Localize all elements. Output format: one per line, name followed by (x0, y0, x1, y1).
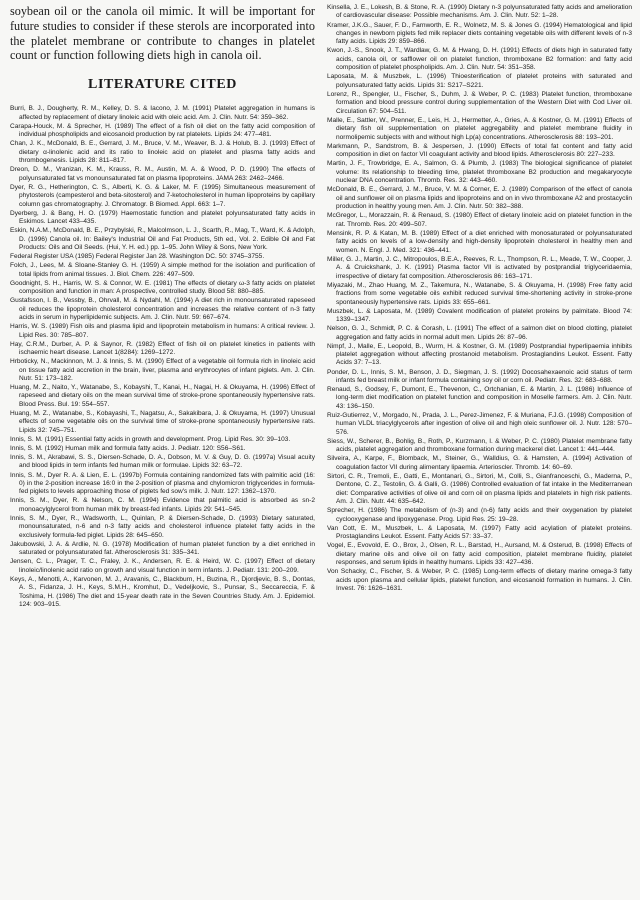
reference-entry: Kwon, J.-S., Snook, J. T., Wardlaw, G. M. & Hwang, D. H. (1991) Effects of diets high in saturated fatty acids, canola oil, or safflower oil on platelet function, thromboxane B2 formation: and fatty acid composition of platelet phospholipids. Am. J. Clin. Nutr. 54: 351–358. (327, 47, 632, 72)
reference-entry: Dyer, R. G., Hetherington, C. S., Alberti, K. G. & Laker, M. F. (1995) Simultaneous measurement of phytosterols (campesterol and beta-sitosterol) and 7-ketocholesterol in human lipoproteins by capillary column gas chromatography. J. Chromatogr. B Biomed. Appl. 663: 1–7. (10, 183, 315, 208)
reference-entry: Siess, W., Scherer, B., Bohlig, B., Roth, P., Kurzmann, I. & Weber, P. C. (1980) Platelet membrane fatty acids, platelet aggregation and thromboxane formation during mackerel diet. Lancet 1: 441–444. (327, 437, 632, 454)
reference-entry: Gustafsson, I. B., Vessby, B., Ohrvall, M. & Nydahl, M. (1994) A diet rich in monounsaturated rapeseed oil reduces the lipoprotein cholesterol concentration and increases the relative content of n-3 fatty acids in serum in hyperlipidemic subjects. Am. J. Clin. Nutr. 59: 667–674. (10, 297, 315, 321)
reference-entry: Nimpf, J., Malle, E., Leopold, B., Wurm, H. & Kostner, G. M. (1989) Postprandial hyperlipaemia inhibits platelet aggregation without affecting prostanoid metabolism. Prostaglandins Leukot. Essent. Fatty Acids 37: 7–13. (327, 342, 632, 367)
reference-entry: Miller, G. J., Martin, J. C., Mitropoulos, B.E.A., Reeves, R. L., Thompson, R. L., Meade, T. W., Cooper, J. A. & Cruickshank, J. K. (1991) Plasma factor VII is activated by postprandial triglyceridaemia, irrespective of dietary fat composition. Atherosclerosis 86: 163–171. (327, 255, 632, 280)
right-column (327, 4, 632, 900)
reference-entry: Hrboticky, N., Mackinnon, M. J. & Innis, S. M. (1990) Effect of a vegetable oil formula rich in linoleic acid on tissue fatty acid accretion in the brain, liver, plasma and erythrocytes of infant piglets. Am. J. Clin. Nutr. 51: 173–182. (10, 358, 315, 382)
reference-entry: Vogel, E., Evovold, E. O., Brox, J., Olsen, R. L., Barstad, H., Aursand, M. & Osterud, B. (1998) Effects of dietary marine oils and olive oil on fatty acid composition, platelet membrane fluidity, platelet responses, and serum lipids in healthy humans. Lipids 33: 427–436. (327, 542, 632, 567)
reference-entry: McDonald, B. E., Gerrard, J. M., Bruce, V. M. & Corner, E. J. (1989) Comparison of the effect of canola oil and sunflower oil on plasma lipids and lipoproteins and on in vivo thromboxane A2 and prostacyclin production in healthy young men. Am. J. Clin. Nutr. 50: 382–388. (327, 186, 632, 211)
reference-entry: Markmann, P., Sandstrom, B. & Jespersen, J. (1990) Effects of total fat content and fatty acid composition in diet on factor VII coagulant activity and blood lipids. Atherosclerosis 80: 227–233. (327, 142, 632, 159)
reference-entry: Van Cott, E. M., Muszbek, L. & Laposata, M. (1997) Fatty acid acylation of platelet proteins. Prostaglandins Leukot. Essent. Fatty Acids 57: 33–37. (327, 524, 632, 541)
reference-entry: Jakubowski, J. A. & Ardlie, N. G. (1978) Modification of human platelet function by a diet enriched in saturated or polyunsaturated fat. Atherosclerosis 31: 335–341. (10, 540, 315, 557)
reference-entry: Muszbek, L. & Laposata, M. (1989) Covalent modification of platelet proteins by palmitate. Blood 74: 1339–1347. (327, 307, 632, 324)
reference-entry: Huang, M. Z., Watanabe, S., Kobayashi, T., Nagatsu, A., Sakakibara, J. & Okuyama, H. (1997) Unusual effects of some vegetable oils on the survival time of stroke-prone spontaneously hypertensive rats. Lipids 32: 745–751. (10, 409, 315, 434)
reference-entry: Chan, J. K., McDonald, B. E., Gerrard, J. M., Bruce, V. M., Weaver, B. J. & Holub, B. J. (1993) Effect of dietary α-linolenic acid and its ratio to linoleic acid on platelet and plasma fatty acids and thrombogenesis. Lipids 28: 811–817. (10, 140, 315, 165)
reference-list-right (327, 4, 632, 594)
reference-entry: Folch, J., Lees, M. & Sloane-Stanley G. H. (1959) A simple method for the isolation and purification of total lipids from animal tissues. J. Biol. Chem. 226: 497–509. (10, 262, 315, 278)
reference-entry: Harris, W. S. (1989) Fish oils and plasma lipid and lipoprotein metabolism in humans: A critical review. J. Lipid Res. 30: 785–807. (10, 323, 315, 339)
reference-entry: Dreon, D. M., Vranizan, K. M., Krauss, R. M., Austin, M. A. & Wood, P. D. (1990) The effects of polyunsaturated fat vs monounsaturated fat on plasma lipoproteins. JAMA 263: 2462–2466. (10, 166, 315, 182)
reference-entry: Goodnight, S. H., Harris, W. S. & Connor, W. E. (1981) The effects of dietary ω-3 fatty acids on platelet composition and function in man: A prospective, controlled study. Blood 58: 880–885. (10, 279, 315, 296)
left-column (10, 4, 315, 900)
reference-entry: Malle, E., Sattler, W., Prenner, E., Leis, H. J., Hermetter, A., Gries, A. & Kostner, G. M. (1991) Effects of dietary fish oil supplementation on platelet aggregability and platelet membrane fluidity in normolipemic subjects with and without high Lp(a) concentrations. Atherosclerosis 88: 193–201. (327, 116, 632, 141)
reference-entry: Dyerberg, J. & Bang, H. O. (1979) Haemostatic function and platelet polyunsaturated fatty acids in Eskimos. Lancet 433–435. (10, 209, 315, 226)
reference-entry: Lorenz, R., Spengler, U., Fischer, S., Duhm, J. & Weber, P. C. (1983) Platelet function, thromboxane formation and blood pressure control during supplementation of the Western Diet with Cod Liver oil. Circulation 67: 504–511. (327, 90, 632, 115)
reference-entry: Innis, S. M. (1992) Human milk and formula fatty acids. J. Pediatr. 120: S56–S61. (10, 444, 246, 452)
reference-entry: Mensink, R. P. & Katan, M. B. (1989) Effect of a diet enriched with monosaturated or polyunsaturated fatty acids on levels of a low-density and high-density lipoprotein cholesterol in healthy men and women. N. Engl. J. Med. 321: 436–441. (327, 229, 632, 254)
reference-entry: Miyazaki, M., Zhao Huang, M. Z., Takemura, N., Watanabe, S. & Okuyama, H. (1998) Free fatty acid fractions from some vegetable oils exhibit reduced survival time-shortening activity in stroke-prone spontaneously hypertensive rats. Lipids 33: 655–661. (327, 281, 632, 306)
reference-entry: Sirtori, C. R., Tremoli, E., Gatti, E., Montanari, G., Sirtori, M., Colli, S., Gianfranceschi, G., Maderna, P., Dentone, C. Z., Testolin, G. & Galli, G. (1986) Controlled evaluation of fat intake in the Mediterranean diet: Comparative activities of olive oil and corn oil on plasma lipids and platelets in high risk patients. Am. J. Clin. Nutr. 44: 635–642. (327, 472, 632, 506)
reference-entry: Keys, A., Menotti, A., Karvonen, M. J., Aravanis, C., Blackburn, H., Buzina, R., Djordjevic, B. S., Dontas, A. S., Fidanza, J. H., Keys, S.M.H., Kromhut, D., Vedeljkovic, S., Punsar, S., Seccareccia, F. & Toshima, H. (1986) The diet and 15-year death rate in the Seven Countries Study. Am. J. Epidemiol. 124: 903–915. (10, 575, 315, 609)
intro-paragraph: soybean oil or the canola oil mimic. It will be important for future studies to consider if these sterols are incorporated into the platelet membrane or contribute to changes in platelet count or function following diets high in canola oil. (10, 4, 315, 63)
reference-entry: Ponder, D. L., Innis, S. M., Benson, J. D., Siegman, J. S. (1992) Docosahexaenoic acid status of term infants fed breast milk or infant formula containing soy oil or corn oil. Pediatr. Res. 32: 683–688. (327, 368, 632, 384)
reference-entry: Kramer, J.K.G., Sauer, F. D., Farnworth, E. R., Wolnetz, M. S. & Jones G. (1994) Hematological and lipid changes in newborn piglets fed milk replacer diets containing vegetable oils with different levels of n-3 fatty acids. Lipids 29: 859–866. (327, 21, 632, 46)
reference-entry: Innis, S. M., Dyer, R., Wadsworth, L., Quinlan, P. & Diersen-Schade, D. (1993) Dietary saturated, monounsaturated, n-6 and n-3 fatty acids and cholesterol influence platelet fatty acids in the exclusively formula-fed piglet. Lipids 28: 645–650. (10, 514, 315, 539)
reference-entry: Innis, S. M., Akrabawi, S. S., Diersen-Schade, D. A., Dobson, M. V. & Guy, D. G. (1997a) Visual acuity and blood lipids in term infants fed human milk or formulae. Lipids 32: 63–72. (10, 454, 315, 470)
reference-entry: Hay, C.R.M., Durber, A. P. & Saynor, R. (1982) Effect of fish oil on platelet kinetics in patients with ischaemic heart disease. Lancet 1(8284): 1269–1272. (10, 340, 315, 356)
reference-entry: Renaud, S., Godsey, F., Dumont, E., Thevenon, C., Ortchanian, E. & Martin, J. L. (1986) Influence of long-term diet modification on platelet function and composition in Moselle farmers. Am. J. Clin. Nutr. 43: 136–150. (327, 386, 632, 410)
reference-entry: Laposata, M. & Muszbek, L. (1996) Thioesterification of platelet proteins with saturated and polyunsaturated fatty acids. Lipids 31: S217–S221. (327, 73, 632, 89)
reference-entry: Huang, M. Z., Naito, Y., Watanabe, S., Kobayshi, T., Kanai, H., Nagai, H. & Okuyama, H. (1996) Effect of rapeseed and dietary oils on the mean survival time of stroke-prone spontaneously hypertensive rats. Blood Press. Bul. 19: 554–557. (10, 384, 315, 408)
reference-entry: Kinsella, J. E., Lokesh, B. & Stone, R. A. (1990) Dietary n-3 polyunsaturated fatty acids and amelioration of cardiovascular disease: Possible mechanisms. Am. J. Clin. Nutr. 52: 1–28. (327, 4, 632, 20)
reference-entry: Federal Register USA (1985) Federal Register Jan 28. Washington DC. 50: 3745–3755. (10, 253, 265, 261)
reference-entry: Innis, S. M., Dyer R. A. & Lien, E. L. (1997b) Formula containing randomized fats with palmitic acid (16: 0) in the 2-position increase 16:0 in the 2-position of plasma and chylomicron triglycerides in formula-fed piglets to levels approaching those of piglets fed sow's milk. J. Nutr. 127: 1362–1370. (10, 471, 315, 496)
reference-entry: Von Schacky, C., Fischer, S. & Weber, P. C. (1985) Long-term effects of dietary marine omega-3 fatty acids upon plasma and cellular lipids, platelet function, and eicosanoid formation in humans. J. Clin. Invest. 76: 1626–1631. (327, 568, 632, 593)
section-heading: LITERATURE CITED (88, 77, 237, 93)
reference-entry: Burri, B. J., Dougherty, R. M., Kelley, D. S. & Iacono, J. M. (1991) Platelet aggregation in humans is affected by replacement of dietary linoleic acid with oleic acid. Am. J. Clin. Nutr. 54: 359–362. (10, 105, 315, 121)
reference-entry: Martin, J. F., Trowbridge, E. A., Salmon, G. & Plumb, J. (1983) The biological significance of platelet volume: Its relationship to bleeding time, platelet thromboxane B2 production and megakaryocyte nuclear DNA concentration. Thromb. Res. 32: 443–460. (327, 160, 632, 185)
reference-entry: Innis, S. M. (1991) Essential fatty acids in growth and development. Prog. Lipid Res. 30: 39–103. (10, 435, 291, 443)
reference-entry: Nelson, G. J., Schmidt, P. C. & Corash, L. (1991) The effect of a salmon diet on blood clotting, platelet aggregation and fatty acids in normal adult men. Lipids 26: 87–96. (327, 325, 632, 341)
reference-entry: Sprecher, H. (1986) The metabolism of (n-3) and (n-6) fatty acids and their oxygenation by platelet cyclooxygenase and lipoxygenase. Prog. Lipid Res. 25: 19–28. (327, 507, 632, 523)
reference-entry: Ruiz-Gutierrez, V., Morgado, N., Prada, J. L., Perez-Jimenez, F. & Muriana, F.J.G. (1998) Composition of human VLDL triacylglycerols after ingestion of olive oil and high oleic sunflower oil. J. Nutr. 128: 570–576. (327, 411, 632, 436)
reference-entry: Eskin, N.A.M., McDonald, B. E., Przybylski, R., Malcolmson, L. J., Scarth, R., Mag, T., Ward, K. & Adolph, D. (1996) Canola oil. In: Bailey's Industrial Oil and Fat Products, 5th ed., Vol. 2. Edible Oil and Fat Products: Oils and Oil Seeds. (Hui, Y. H. ed.) pp. 1–95. John Wiley & Sons, New York. (10, 227, 315, 251)
reference-entry: McGregor, L., Morazzain, R. & Renaud, S. (1980) Effect of dietary linoleic acid on platelet function in the rat. Thromb. Res. 20: 499–507. (327, 212, 632, 228)
reference-entry: Silveira, A., Karpe, F., Blomback, M., Steiner, G., Walldius, G. & Hamsten, A. (1994) Activation of coagulation factor VII during alimentary lipaemia. Arterioscler. Thromb. 14: 60–69. (327, 455, 632, 471)
reference-entry: Carapa-Houck, M. & Sprecher, H. (1989) The effect of a fish oil diet on the fatty acid composition of individual phospholipids and eicosanoid production by rat platelets. Lipids 24: 477–481. (10, 122, 315, 139)
reference-entry: Jensen, C. L., Prager, T. C., Fraley, J. K., Andersen, R. E. & Heird, W. C. (1997) Effect of dietary linoleic/linolenic acid ratio on growth and visual function in term infants. J. Pediatr. 131: 200–209. (10, 558, 315, 574)
reference-list-left (10, 105, 315, 610)
reference-entry: Innis, S. M., Dyer, R. & Nelson, C. M. (1994) Evidence that palmitic acid is absorbed as sn-2 monoacylglycerol from human milk by breast-fed infants. Lipids 29: 541–545. (10, 497, 315, 513)
